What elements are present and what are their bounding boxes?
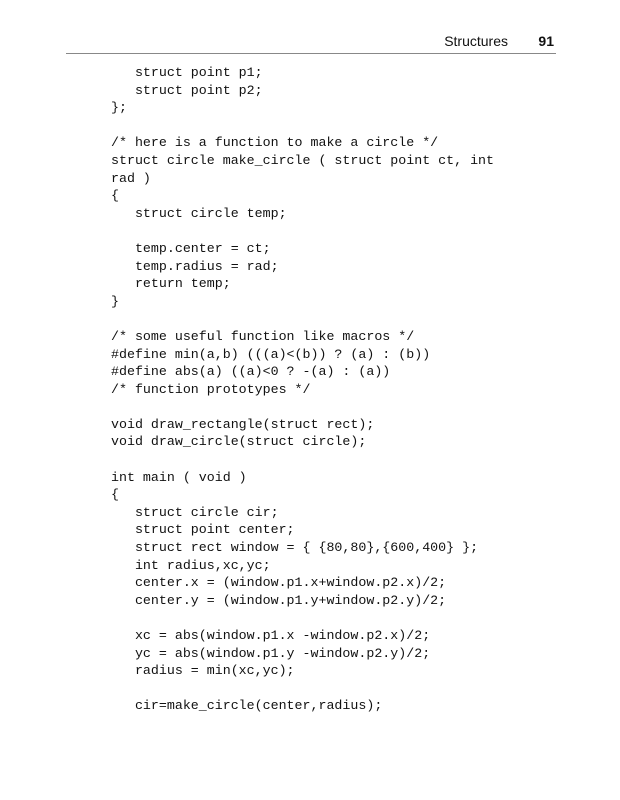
code-line: radius = min(xc,yc); (111, 663, 295, 679)
code-line: /* function prototypes */ (111, 381, 311, 397)
code-line: void draw_circle(struct circle); (111, 434, 367, 450)
code-line: temp.radius = rad; (111, 258, 279, 274)
running-head: Structures (444, 33, 508, 49)
code-line (111, 310, 494, 328)
code-line: #define abs(a) ((a)<0 ? -(a) : (a)) (111, 364, 391, 380)
code-line: center.y = (window.p1.y+window.p2.y)/2; (111, 592, 447, 608)
code-line: cir=make_circle(center,radius); (111, 698, 383, 714)
code-line (111, 451, 494, 469)
code-line: struct circle make_circle ( struct point ct, int (111, 152, 495, 168)
code-line: return temp; (111, 276, 231, 292)
page-header (66, 30, 556, 54)
code-line (111, 398, 494, 416)
code-line: { (111, 487, 119, 503)
code-line (111, 609, 494, 627)
code-line: temp.center = ct; (111, 240, 271, 256)
code-line: #define min(a,b) (((a)<(b)) ? (a) : (b)) (111, 346, 431, 362)
code-line: void draw_rectangle(struct rect); (111, 416, 375, 432)
code-line: /* here is a function to make a circle */ (111, 135, 439, 151)
code-line: { (111, 188, 119, 204)
code-line (111, 222, 494, 240)
page-number: 91 (538, 33, 554, 49)
code-line: struct point center; (111, 522, 295, 538)
code-line: }; (111, 100, 127, 116)
code-line: struct circle temp; (111, 205, 287, 221)
code-line: int radius,xc,yc; (111, 557, 271, 573)
code-line (111, 117, 494, 135)
code-line: struct rect window = { {80,80},{600,400} }; (111, 540, 479, 556)
code-listing (111, 64, 494, 715)
code-line: rad ) (111, 170, 151, 186)
code-line: } (111, 293, 119, 309)
code-line: center.x = (window.p1.x+window.p2.x)/2; (111, 575, 447, 591)
code-line: struct circle cir; (111, 504, 279, 520)
code-line: xc = abs(window.p1.x -window.p2.x)/2; (111, 628, 431, 643)
code-line: yc = abs(window.p1.y -window.p2.y)/2; (111, 645, 431, 661)
code-line: /* some useful function like macros */ (111, 328, 415, 344)
code-line: struct point p2; (111, 82, 263, 98)
code-line: int main ( void ) (111, 469, 247, 485)
code-line: struct point p1; (111, 65, 263, 80)
code-line (111, 680, 494, 698)
